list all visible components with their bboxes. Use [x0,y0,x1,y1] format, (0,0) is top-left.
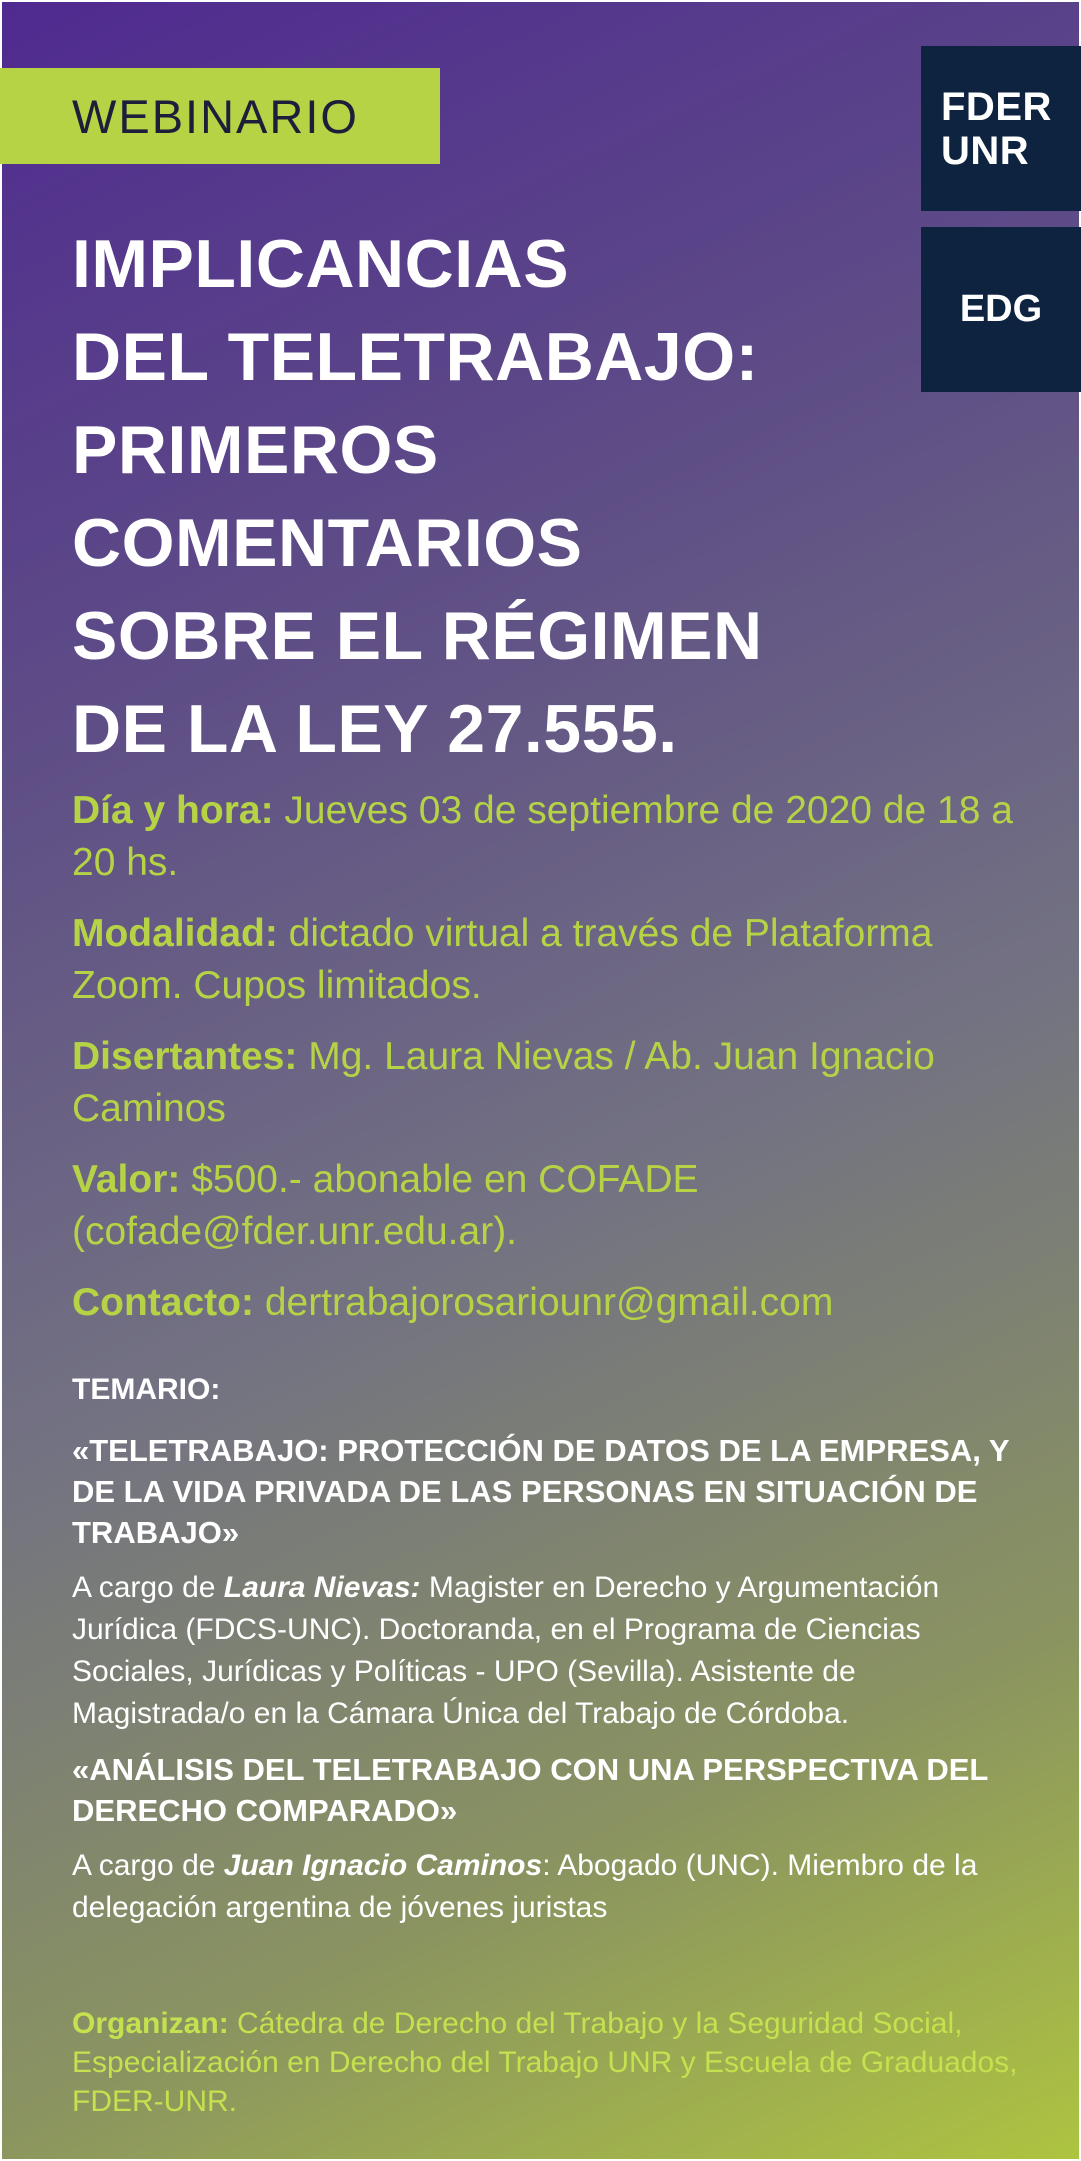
title-line-6: DE LA LEY 27.555. [72,691,678,767]
contacto-label: Contacto: [72,1281,254,1324]
event-info [72,785,1032,1348]
topic1-desc: Magister en Derecho y Argumentación Jurídica (FDCS-UNC). Doctoranda, en el Programa de Ciencias Sociales, Jurídicas y Políticas - UPO (Sevilla). Asistente de Magistrada/o en la Cámara Única del Trabajo de Córdoba. [72,1571,940,1730]
organizers [72,2004,1032,2121]
info-modalidad [72,908,1032,1012]
topic2-desc: : Abogado (UNC). Miembro de la delegación argentina de jóvenes juristas [72,1849,978,1924]
disertantes-value: Mg. Laura Nievas / Ab. Juan Ignacio Caminos [72,1035,935,1130]
webinario-tag [0,68,440,164]
temario-heading: TEMARIO: [72,1373,221,1406]
topic2-speaker: Juan Ignacio Caminos [223,1849,543,1882]
topic2-description [72,1845,1032,1929]
title-line-3: PRIMEROS [72,412,439,488]
title-line-1: IMPLICANCIAS [72,226,570,302]
organizan-label: Organizan: [72,2007,229,2040]
modalidad-value: dictado virtual a través de Plataforma Zoom. Cupos limitados. [72,912,933,1007]
info-dia-hora [72,785,1032,889]
page-title [72,218,872,776]
topic1-speaker: Laura Nievas: [223,1571,421,1604]
dia-value: Jueves 03 de septiembre de 2020 de 18 a 20 hs. [72,789,1013,884]
topic2-title: «ANÁLISIS DEL TELETRABAJO CON UNA PERSPECTIVA DEL DERECHO COMPARADO» [72,1752,988,1828]
webinario-label: WEBINARIO [72,89,359,143]
valor-value: $500.- abonable en COFADE (cofade@fder.unr.edu.ar). [72,1158,699,1253]
topic2-prefix: A cargo de [72,1849,224,1882]
edg-logo [921,227,1081,392]
edg-logo-text: EDG [959,288,1043,330]
info-disertantes [72,1031,1032,1135]
organizan-value: Cátedra de Derecho del Trabajo y la Seguridad Social, Especialización en Derecho del Trabajo UNR y Escuela de Graduados, FDER-UNR. [72,2007,1018,2118]
temario-section [72,1368,1032,1943]
fder-logo-line1: FDER [941,84,1052,129]
modalidad-label: Modalidad: [72,912,278,955]
info-contacto [72,1277,1032,1329]
fder-logo-line2: UNR [941,128,1030,173]
disertantes-label: Disertantes: [72,1035,298,1078]
dia-label: Día y hora: [72,789,274,832]
topic1-title: «TELETRABAJO: PROTECCIÓN DE DATOS DE LA EMPRESA, Y DE LA VIDA PRIVADA DE LAS PERSONAS EN SITUACIÓN DE TRABAJO» [72,1433,1010,1550]
title-line-4: COMENTARIOS [72,505,583,581]
topic1-prefix: A cargo de [72,1571,224,1604]
topic1-description [72,1567,1032,1735]
title-line-2: DEL TELETRABAJO: [72,319,759,395]
fder-unr-logo [921,46,1081,211]
info-valor [72,1154,1032,1258]
valor-label: Valor: [72,1158,181,1201]
contacto-value: dertrabajorosariounr@gmail.com [253,1281,834,1324]
title-line-5: SOBRE EL RÉGIMEN [72,598,763,674]
